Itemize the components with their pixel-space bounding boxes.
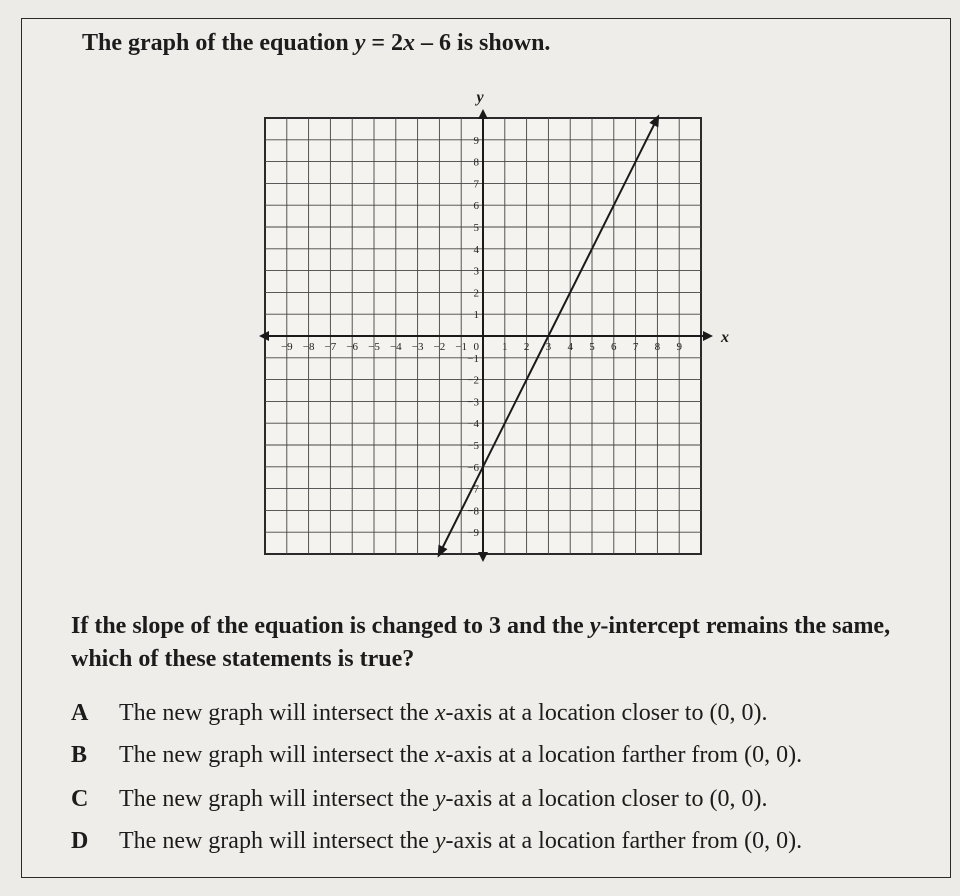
stem-var-y: y	[354, 30, 366, 56]
coordinate-graph	[250, 88, 750, 568]
question-prompt	[71, 610, 921, 676]
choice-letter: B	[71, 742, 88, 768]
x-tick-label: −4	[389, 341, 402, 353]
y-axis-label: y	[476, 89, 484, 106]
x-tick-label: −5	[368, 341, 380, 353]
x-tick-label: 3	[545, 341, 552, 353]
choice-letter: C	[71, 786, 89, 812]
origin-label: 0	[473, 341, 479, 353]
choice-letter: A	[71, 700, 89, 726]
x-tick-label: 8	[654, 341, 661, 353]
x-tick-label: −1	[455, 341, 468, 353]
x-axis-label: x	[721, 329, 729, 346]
y-tick-label: 6	[473, 200, 479, 213]
choice-text: -axis at a location closer to (0, 0).	[445, 786, 768, 812]
y-tick-label: −8	[467, 505, 479, 518]
question-var-y: y	[589, 613, 601, 639]
y-axis-arrow-down	[478, 552, 488, 562]
choice-text: The new graph will intersect the	[119, 742, 435, 768]
choice-text: The new graph will intersect the	[119, 828, 435, 854]
choice-text: -axis at a location farther from (0, 0).	[445, 828, 803, 854]
y-tick-label: 9	[473, 134, 479, 147]
y-tick-label: 2	[473, 287, 479, 300]
y-tick-label: −6	[467, 461, 479, 474]
x-tick-label: 9	[676, 341, 682, 353]
x-tick-label: 7	[632, 341, 639, 353]
y-tick-label: −5	[467, 440, 479, 452]
choice-text: -axis at a location farther from (0, 0).	[445, 742, 803, 768]
x-tick-label: 2	[523, 341, 530, 353]
y-tick-label: −7	[467, 483, 479, 496]
stem-var-x: x	[403, 30, 416, 56]
y-tick-label: −9	[467, 527, 479, 540]
y-tick-label: 5	[473, 222, 479, 234]
y-tick-label: 8	[473, 156, 479, 169]
x-tick-label: 6	[611, 341, 617, 353]
question-text-1: If the slope of the equation is changed to 3 and the	[71, 613, 590, 639]
x-tick-label: −3	[411, 341, 424, 353]
y-tick-label: 7	[473, 178, 479, 191]
x-tick-label: −9	[280, 341, 293, 353]
x-tick-label: −8	[302, 341, 315, 353]
x-tick-label: −2	[433, 341, 446, 353]
y-tick-label: 4	[473, 243, 479, 256]
choice-d[interactable]	[71, 828, 802, 855]
choice-text: -axis at a location closer to (0, 0).	[445, 700, 768, 726]
y-tick-label: 3	[473, 265, 479, 278]
y-tick-label: −1	[467, 352, 479, 365]
choice-axis: y	[434, 828, 446, 854]
x-tick-label: 1	[502, 341, 508, 353]
x-tick-label: 5	[589, 341, 595, 353]
choice-letter: D	[71, 828, 89, 854]
stem-text-3: – 6 is shown.	[415, 30, 551, 56]
stem-text-2: = 2	[365, 30, 404, 56]
question-text-2: -intercept remains the same, which of these statements is true?	[71, 613, 891, 672]
choice-axis: x	[434, 700, 446, 726]
stem-text-1: The graph of the equation	[82, 30, 355, 56]
y-tick-label: −4	[467, 418, 479, 431]
question-stem	[82, 30, 550, 57]
y-tick-label: −3	[467, 396, 479, 409]
y-axis-arrow-up	[478, 109, 488, 119]
x-tick-label: −7	[324, 341, 337, 353]
choice-axis: y	[434, 786, 446, 812]
y-tick-label: −2	[467, 374, 479, 387]
choice-text: The new graph will intersect the	[119, 786, 435, 812]
choice-b[interactable]	[71, 742, 802, 769]
choice-a[interactable]	[71, 700, 767, 727]
y-tick-label: 1	[473, 309, 479, 322]
choice-c[interactable]	[71, 786, 767, 813]
x-tick-label: 4	[567, 341, 573, 353]
choice-text: The new graph will intersect the	[119, 700, 435, 726]
x-axis-arrow-right	[703, 331, 713, 341]
choice-axis: x	[434, 742, 446, 768]
x-tick-label: −6	[346, 341, 359, 353]
